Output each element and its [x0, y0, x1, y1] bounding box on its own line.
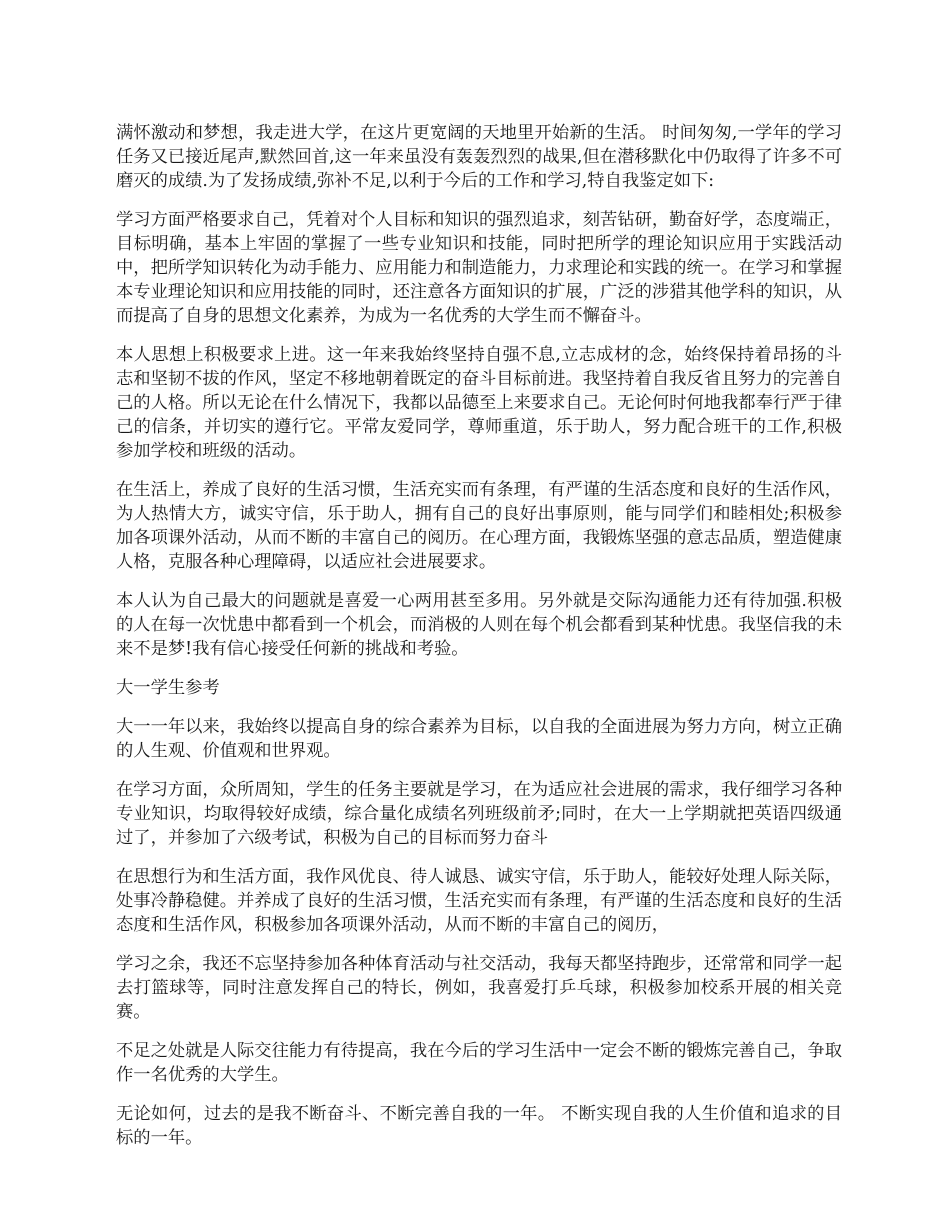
paragraph-study: 学习方面严格要求自己，凭着对个人目标和知识的强烈追求，刻苦钻研，勤奋好学，态度端正，目标明确，基本上牢固的掌握了一些专业知识和技能，同时把所学的理论知识应用于实践活动中，把所学知识转化为动手能力、应用能力和制造能力，力求理论和实践的统一。在学习和掌握本专业理论知识和应用技能的同时，还注意各方面知识的扩展，广泛的涉猎其他学科的知识，从而提高了自身的思想文化素养，为成为一名优秀的大学生而不懈奋斗。 [116, 210, 842, 326]
paragraph-activities: 学习之余，我还不忘坚持参加各种体育活动与社交活动，我每天都坚持跑步，还常常和同学一起去打篮球等，同时注意发挥自己的特长，例如，我喜爱打乒乓球，积极参加校系开展的相关竞赛。 [116, 954, 842, 1022]
paragraph-thought: 本人思想上积极要求上进。这一年来我始终坚持自强不息,立志成材的念，始终保持着昂扬的斗志和坚韧不拔的作风，坚定不移地朝着既定的奋斗目标前进。我坚持着自我反省且努力的完善自己的人格。所以无论在什么情况下，我都以品德至上来要求自己。无论何时何地我都奉行严于律己的信条，并切实的遵行它。平常友爱同学，尊师重道，乐于助人，努力配合班干的工作,积极参加学校和班级的活动。 [116, 345, 842, 461]
document-body [116, 121, 842, 1165]
section-heading: 大一学生参考 [116, 678, 220, 698]
paragraph-learning: 在学习方面，众所周知，学生的任务主要就是学习，在为适应社会进展的需求，我仔细学习各种专业知识，均取得较好成绩，综合量化成绩名列班级前矛;同时，在大一上学期就把英语四级通过了，并参加了六级考试，积极为自己的目标而努力奋斗 [116, 780, 842, 848]
paragraph-weakness: 不足之处就是人际交往能力有待提高，我在今后的学习生活中一定会不断的锻炼完善自己，争取作一名优秀的大学生。 [116, 1041, 842, 1085]
paragraph-conclusion: 无论如何，过去的是我不断奋斗、不断完善自我的一年。 不断实现自我的人生价值和追求的目标的一年。 [116, 1104, 842, 1148]
paragraph-intro: 满怀激动和梦想，我走进大学，在这片更宽阔的天地里开始新的生活。 时间匆匆,一学年的学习任务又已接近尾声,默然回首,这一年来虽没有轰轰烈烈的战果,但在潜移默化中仍取得了许多不可磨灭的成绩.为了发扬成绩,弥补不足,以利于今后的工作和学习,特自我鉴定如下: [116, 123, 842, 191]
paragraph-shortcomings: 本人认为自己最大的问题就是喜爱一心两用甚至多用。另外就是交际沟通能力还有待加强.积极的人在每一次忧患中都看到一个机会，而消极的人则在每个机会都看到某种忧患。我坚信我的未来不是梦!我有信心接受任何新的挑战和考验。 [116, 591, 842, 659]
paragraph-conduct: 在思想行为和生活方面，我作风优良、待人诚恳、诚实守信，乐于助人，能较好处理人际关际，处事冷静稳健。并养成了良好的生活习惯，生活充实而有条理，有严谨的生活态度和良好的生活态度和生活作风，积极参加各项课外活动，从而不断的丰富自己的阅历， [116, 867, 842, 935]
paragraph-life: 在生活上，养成了良好的生活习惯，生活充实而有条理，有严谨的生活态度和良好的生活作风，为人热情大方，诚实守信，乐于助人，拥有自己的良好出事原则，能与同学们和睦相处;积极参加各项课外活动，从而不断的丰富自己的阅历。在心理方面，我锻炼坚强的意志品质，塑造健康人格，克服各种心理障碍，以适应社会进展要求。 [116, 480, 842, 572]
paragraph-goal: 大一一年以来，我始终以提高自身的综合素养为目标，以自我的全面进展为努力方向，树立正确的人生观、价值观和世界观。 [116, 717, 842, 761]
